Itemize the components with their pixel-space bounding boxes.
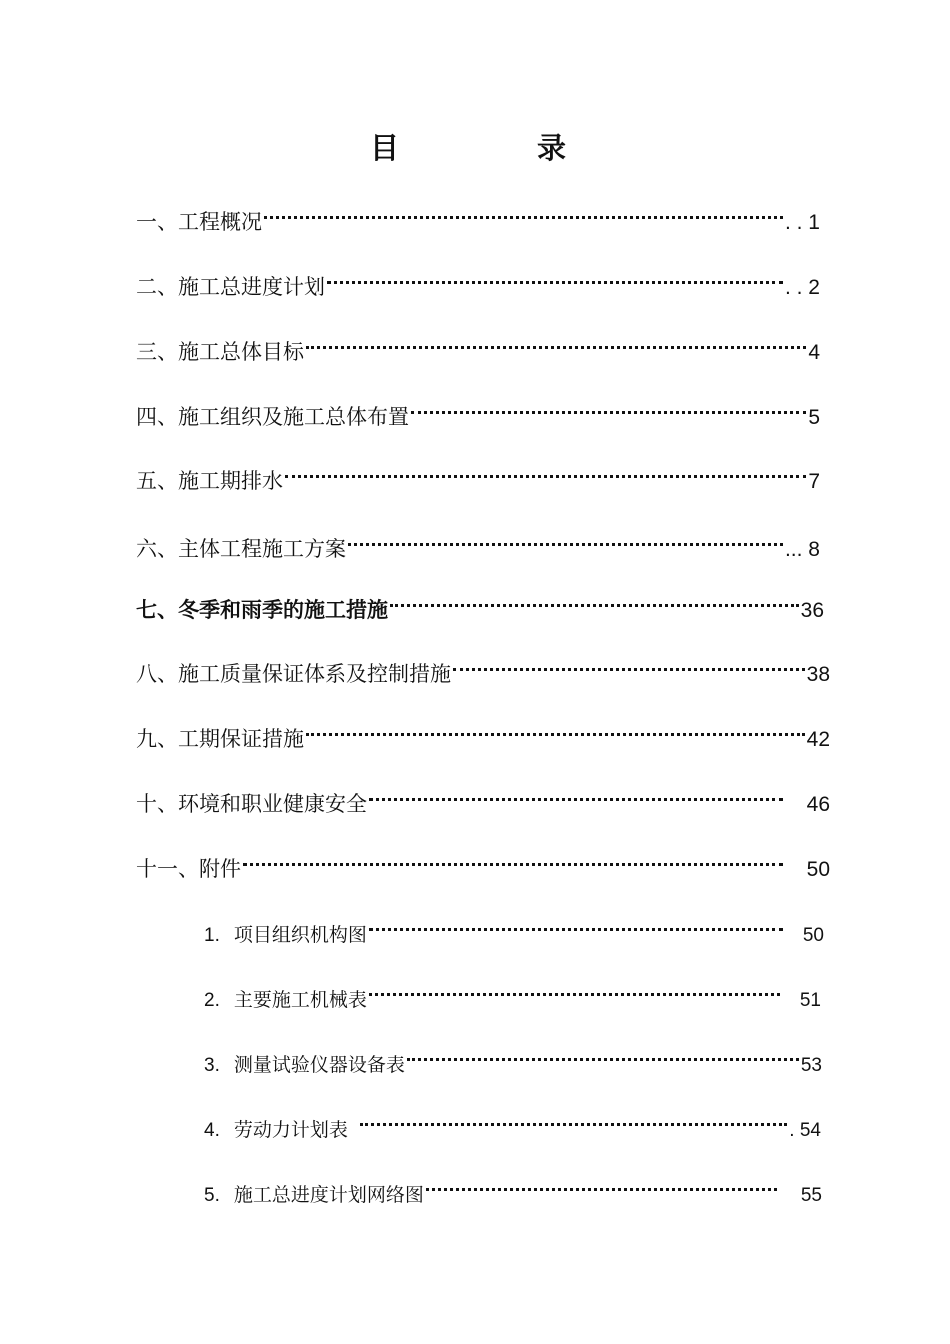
dot-leader xyxy=(369,777,783,811)
dot-leader xyxy=(407,1037,799,1071)
toc-sub-entry-label: 主要施工机械表 xyxy=(233,989,367,1011)
toc-entry[interactable] xyxy=(136,195,820,234)
toc-sub-entry-number: 1. xyxy=(204,925,220,946)
toc-sub-entry[interactable] xyxy=(204,972,821,1011)
toc-sub-entry-number: 2. xyxy=(204,990,220,1011)
toc-entry[interactable] xyxy=(136,842,830,881)
dot-leader xyxy=(369,972,780,1006)
dot-leader xyxy=(411,390,806,424)
toc-sub-entry[interactable] xyxy=(204,1167,822,1206)
dot-leader xyxy=(306,712,805,746)
toc-sub-entry-page: 51 xyxy=(799,990,821,1011)
toc-entry-label: 三、施工总体目标 xyxy=(136,340,304,364)
dot-leader xyxy=(306,325,806,359)
dot-leader xyxy=(453,647,805,681)
dot-leader xyxy=(390,583,799,617)
toc-entry-page: . . 2 xyxy=(784,276,820,299)
toc-entry-label: 八、施工质量保证体系及控制措施 xyxy=(136,662,451,686)
toc-entry-page: ... 8 xyxy=(784,538,820,561)
toc-entry-page: . . 1 xyxy=(784,211,820,234)
toc-entry-page: 42 xyxy=(806,728,830,751)
toc-entry-page: 46 xyxy=(806,793,830,816)
toc-entry-label: 十、环境和职业健康安全 xyxy=(136,792,367,816)
toc-entry[interactable] xyxy=(136,454,820,493)
toc-entry-label: 六、主体工程施工方案 xyxy=(136,537,346,561)
toc-entry-page: 4 xyxy=(808,341,820,364)
dot-leader xyxy=(426,1167,777,1201)
toc-entry[interactable] xyxy=(136,325,820,364)
toc-sub-entry[interactable] xyxy=(204,907,824,946)
toc-entry[interactable] xyxy=(136,712,830,751)
toc-sub-entry-number: 5. xyxy=(204,1185,220,1206)
toc-entry-page: 7 xyxy=(808,470,820,493)
toc-entry-page: 5 xyxy=(808,406,820,429)
toc-entry-label: 九、工期保证措施 xyxy=(136,727,304,751)
toc-sub-entry-number: 3. xyxy=(204,1055,220,1076)
toc-sub-entry[interactable] xyxy=(204,1037,822,1076)
dot-leader xyxy=(360,1102,787,1136)
toc-entry[interactable] xyxy=(136,583,824,622)
dot-leader xyxy=(285,454,806,488)
dot-leader xyxy=(369,907,783,941)
dot-leader xyxy=(264,195,783,229)
toc-sub-entry-label: 测量试验仪器设备表 xyxy=(233,1054,405,1076)
toc-sub-entry[interactable] xyxy=(204,1102,821,1141)
toc-sub-entry-label: 劳动力计划表 xyxy=(233,1119,348,1141)
toc-entry[interactable] xyxy=(136,647,830,686)
dot-leader xyxy=(243,842,783,876)
toc-sub-entry-page: . 54 xyxy=(789,1120,821,1141)
toc-sub-entry-number: 4. xyxy=(204,1120,220,1141)
toc-entry-page: 36 xyxy=(800,599,824,622)
toc-entry-page: 50 xyxy=(806,858,830,881)
dot-leader xyxy=(327,260,783,294)
toc-sub-entry-label: 项目组织机构图 xyxy=(233,924,367,946)
toc-entry-label: 五、施工期排水 xyxy=(136,469,283,493)
toc-entry[interactable] xyxy=(136,390,820,429)
toc-sub-entry-page: 55 xyxy=(800,1185,822,1206)
toc-entry-page: 38 xyxy=(806,663,830,686)
toc-sub-entry-page: 50 xyxy=(802,925,824,946)
dot-leader xyxy=(348,522,783,556)
toc-entry[interactable] xyxy=(136,260,820,299)
toc-entry-label: 二、施工总进度计划 xyxy=(136,275,325,299)
toc-entry-label: 四、施工组织及施工总体布置 xyxy=(136,405,409,429)
toc-sub-entry-page: 53 xyxy=(800,1055,822,1076)
page-title: 目 录 xyxy=(369,131,631,165)
toc-entry[interactable] xyxy=(136,522,820,561)
toc-sub-entry-label: 施工总进度计划网络图 xyxy=(233,1184,424,1206)
toc-entry-label: 七、冬季和雨季的施工措施 xyxy=(136,598,388,622)
toc-entry[interactable] xyxy=(136,777,830,816)
toc-entry-label: 一、工程概况 xyxy=(136,210,262,234)
toc-entry-label: 十一、附件 xyxy=(136,857,241,881)
